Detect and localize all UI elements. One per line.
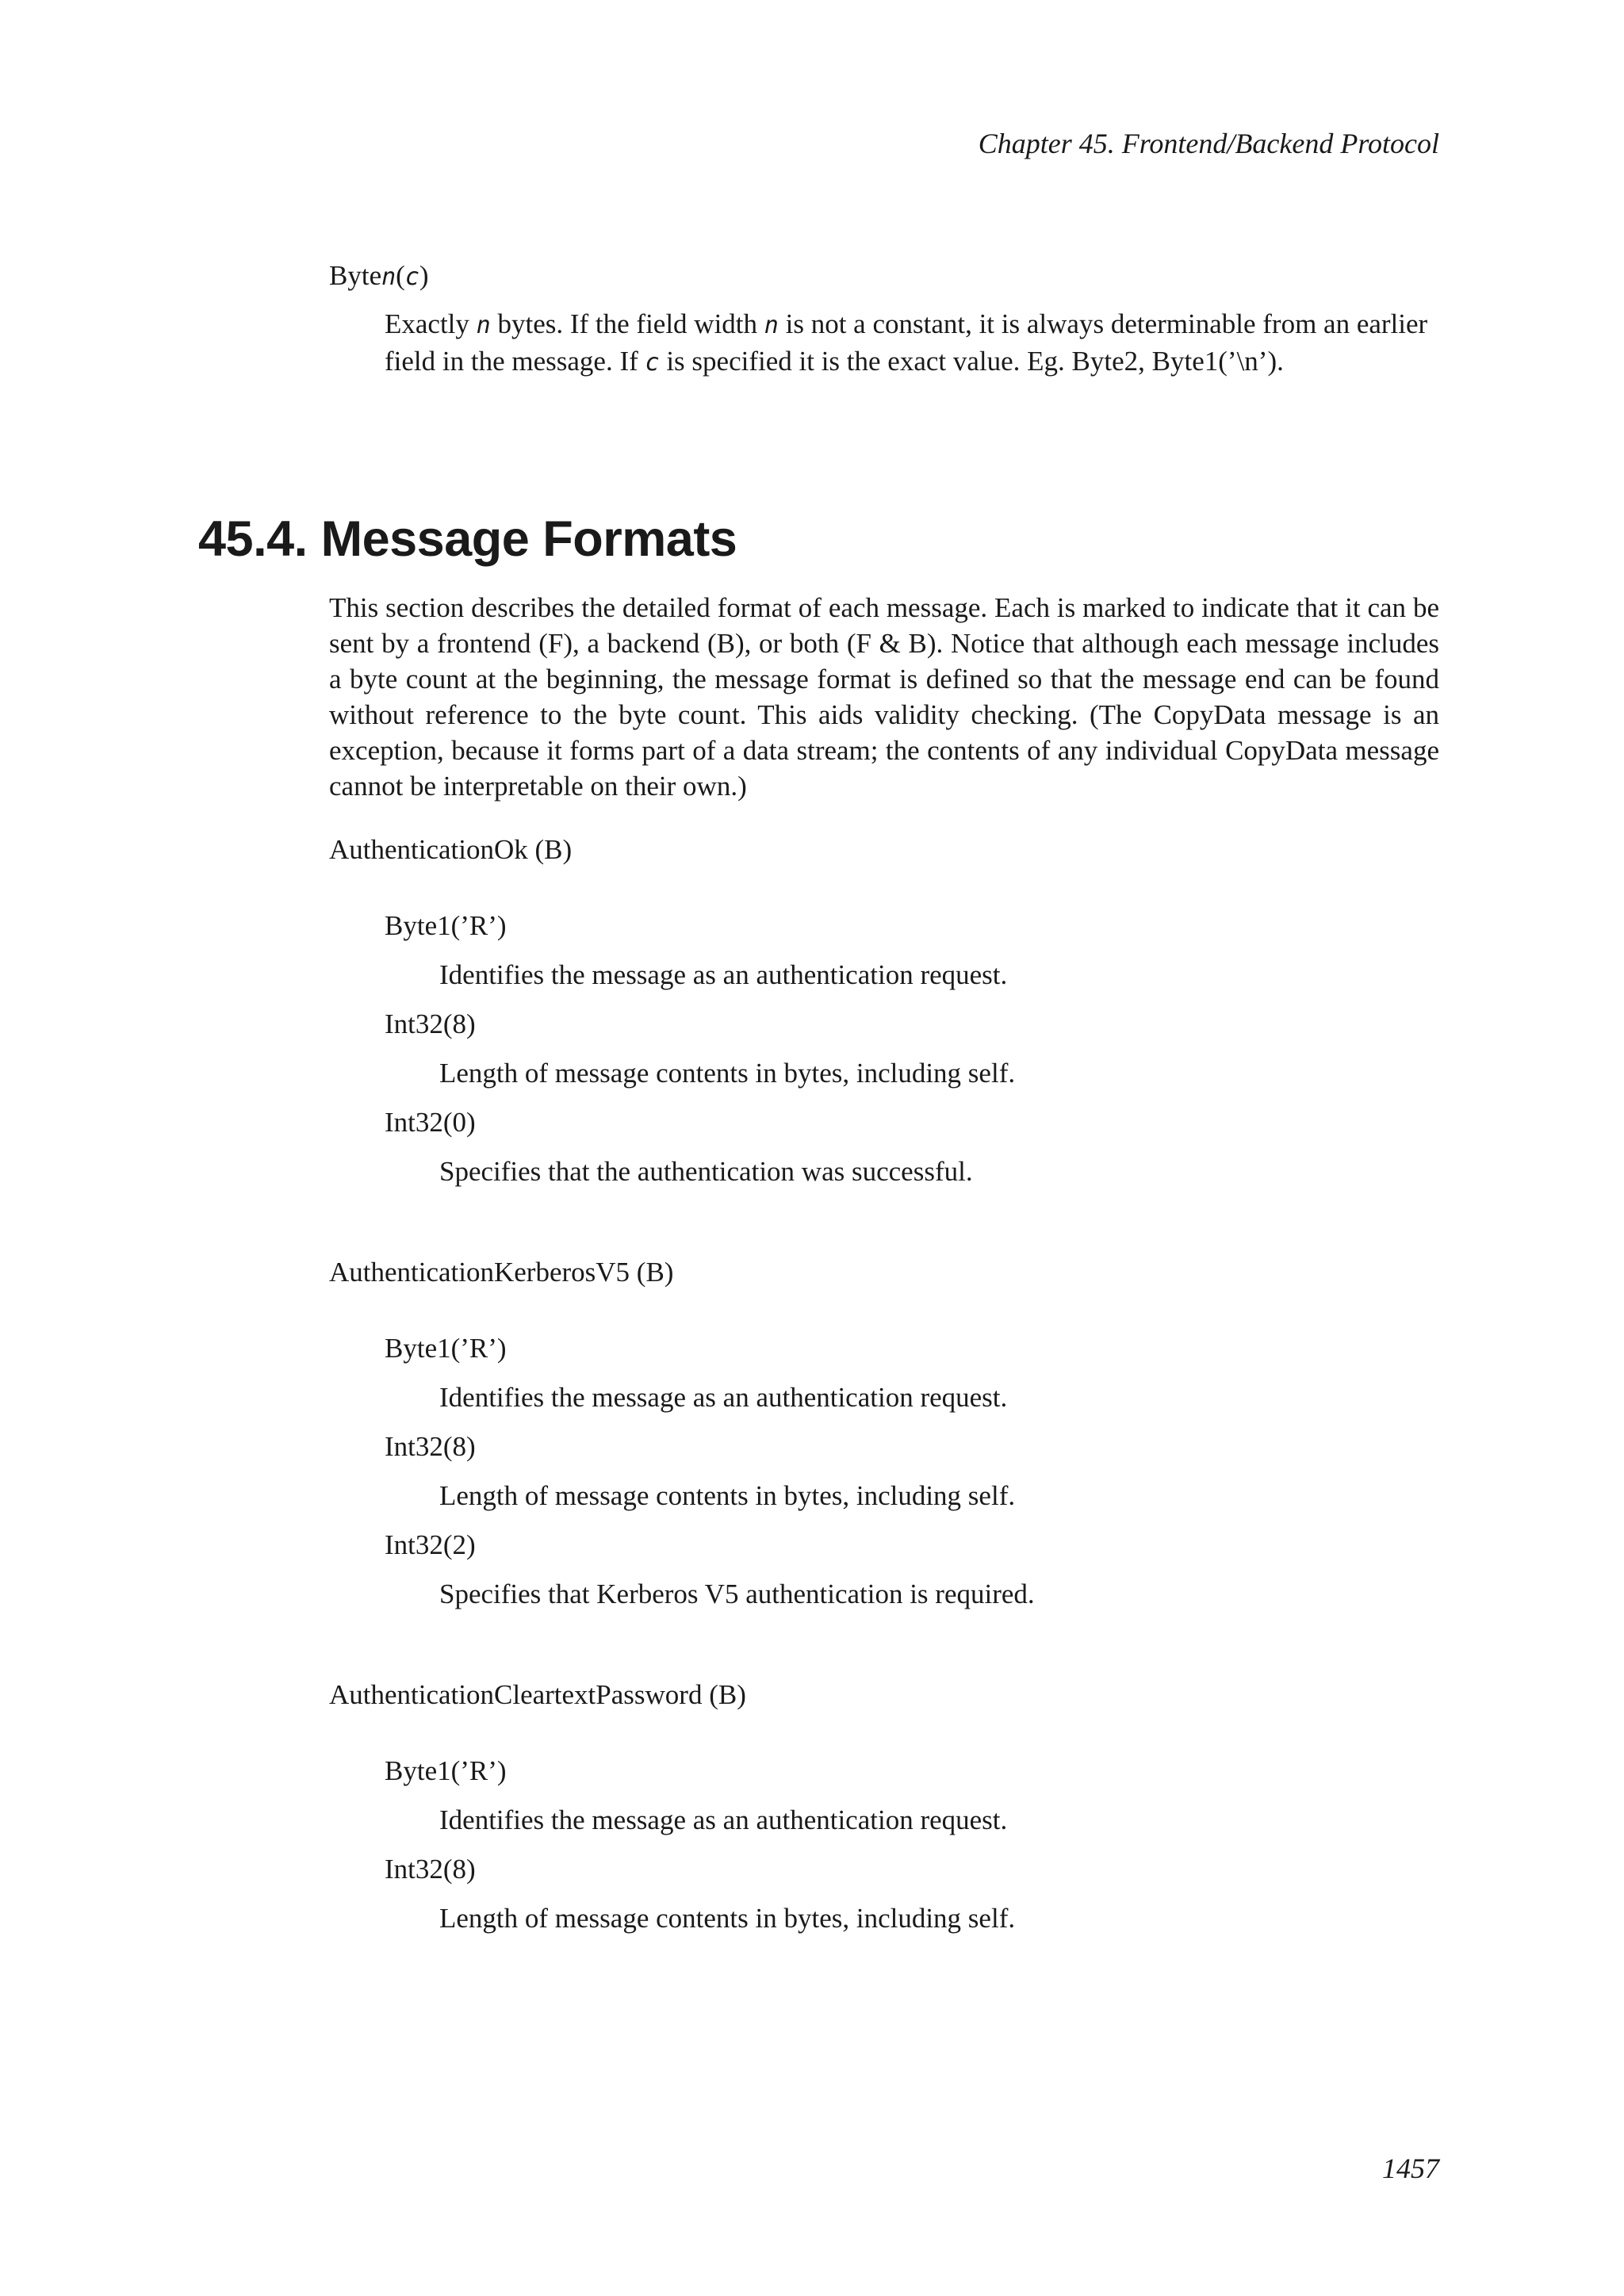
datatype-definition-byten — [385, 306, 1439, 381]
field-term: Byte1(’R’) — [385, 1755, 507, 1786]
field-description: Identifies the message as an authentication request. — [439, 959, 1008, 990]
field-term: Int32(8) — [385, 1008, 476, 1039]
field-term: Int32(8) — [385, 1431, 476, 1462]
def-text-1: Exactly — [385, 308, 477, 339]
field-description: Length of message contents in bytes, including self. — [439, 1480, 1016, 1511]
def-var-n: n — [476, 312, 491, 339]
field-description: Specifies that Kerberos V5 authentication is required. — [439, 1578, 1035, 1609]
term-var-n: n — [381, 263, 396, 291]
field-term: Int32(0) — [385, 1107, 476, 1138]
running-header: Chapter 45. Frontend/Backend Protocol — [978, 128, 1439, 159]
def-text-4: is specified it is the exact value. Eg. Byte2, Byte1(’\n’). — [659, 346, 1284, 377]
field-description: Identifies the message as an authentication request. — [439, 1382, 1008, 1413]
field-description: Length of message contents in bytes, including self. — [439, 1903, 1016, 1934]
term-close-paren: ) — [419, 260, 429, 291]
field-term: Byte1(’R’) — [385, 1333, 507, 1364]
message-name: AuthenticationKerberosV5 (B) — [329, 1257, 674, 1288]
term-open-paren: ( — [396, 260, 405, 291]
message-name: AuthenticationCleartextPassword (B) — [329, 1679, 746, 1710]
section-intro-paragraph: This section describes the detailed format of each message. Each is marked to indicate that it can be sent by a frontend (F), a backend (B), or both (F & B). Notice that although each message includes a byte count at the beginning, the message format is defined so that the message end can be found without reference to the byte count. This aids validity checking. (The CopyData message is an exception, because it forms part of a data stream; the contents of any individual CopyData message cannot be interpretable on their own.) — [329, 592, 1439, 802]
field-term: Int32(2) — [385, 1529, 476, 1560]
datatype-term-byten — [329, 260, 429, 292]
term-prefix: Byte — [329, 260, 382, 291]
field-description: Identifies the message as an authentication request. — [439, 1804, 1008, 1835]
field-term: Int32(8) — [385, 1854, 476, 1885]
def-text-2: bytes. If the field width — [490, 308, 764, 339]
section-heading: 45.4. Message Formats — [198, 511, 737, 567]
term-var-c: c — [404, 263, 419, 291]
message-name: AuthenticationOk (B) — [329, 834, 573, 865]
def-var-n: n — [764, 312, 779, 339]
field-description: Specifies that the authentication was successful. — [439, 1156, 973, 1187]
def-var-c: c — [645, 349, 660, 377]
field-term: Byte1(’R’) — [385, 910, 507, 941]
field-description: Length of message contents in bytes, including self. — [439, 1058, 1016, 1089]
def-text-3: is not a constant, it is always determinable from an earlier field in the message. If — [385, 308, 1428, 377]
page-number: 1457 — [1382, 2152, 1439, 2184]
